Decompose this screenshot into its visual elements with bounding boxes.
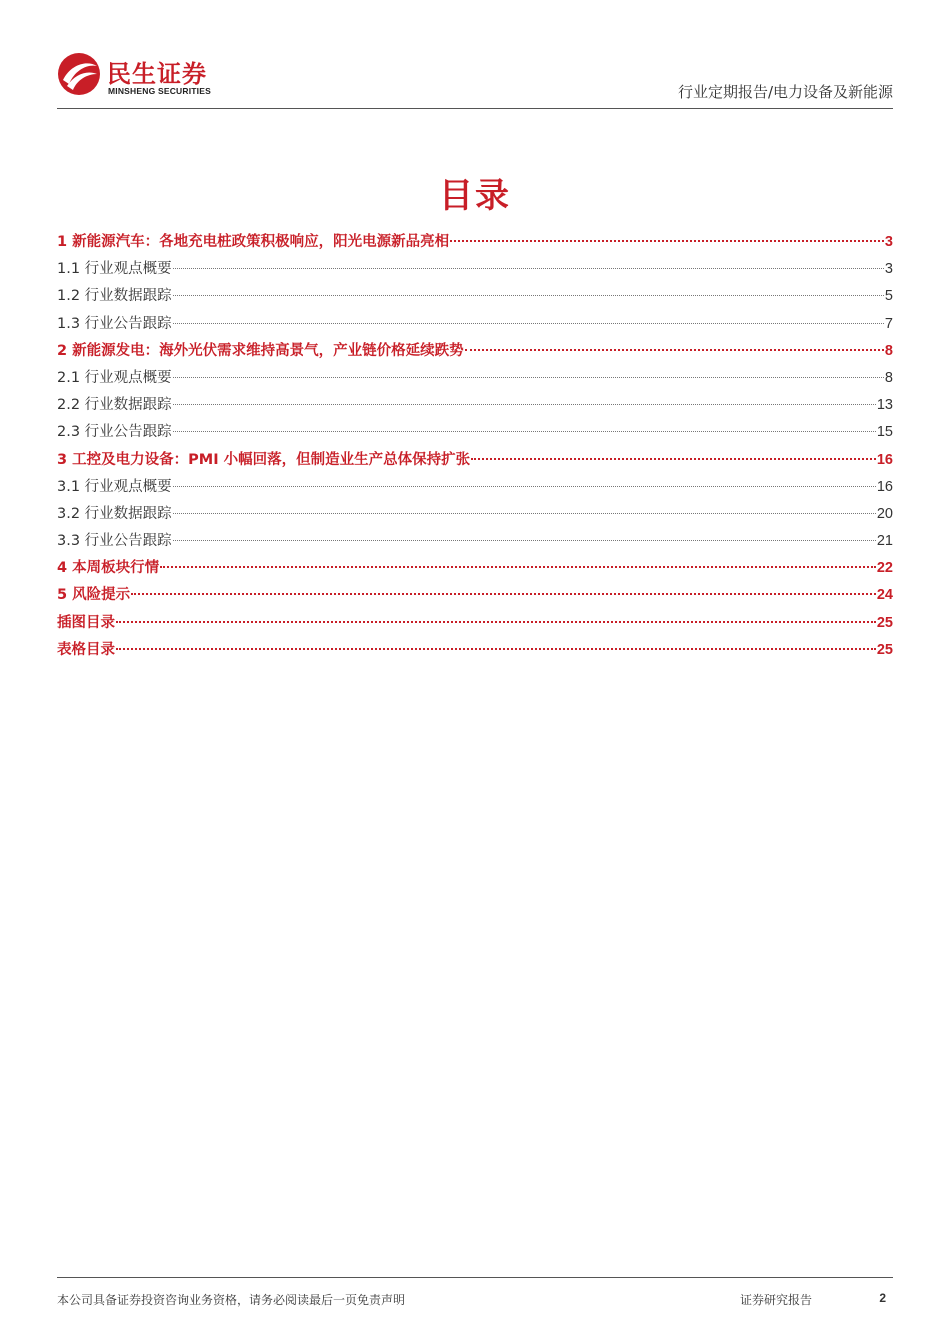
toc-entry-label: 3.1 行业观点概要 [57,478,172,495]
toc-entry-label: 2.3 行业公告跟踪 [57,424,172,441]
footer-divider [57,1277,893,1278]
toc-entry[interactable] [57,447,893,474]
toc-entry[interactable] [57,528,893,555]
toc-dot-leader [173,267,884,269]
toc-dot-leader [173,485,876,487]
toc-dot-leader [131,592,876,595]
toc-entry-label: 表格目录 [57,641,115,658]
toc-entry-page: 25 [876,641,893,658]
toc-entry-page: 8 [884,342,893,359]
toc-entry[interactable] [57,555,893,582]
toc-dot-leader [173,512,876,514]
toc-entry-page: 3 [884,234,893,250]
toc-entry[interactable] [57,229,893,256]
toc-entry-page: 7 [884,315,893,332]
toc-entry-label: 1.1 行业观点概要 [57,261,172,278]
toc-entry[interactable] [57,474,893,501]
toc-entry[interactable] [57,637,893,664]
toc-dot-leader [450,239,884,242]
toc-entry[interactable] [57,501,893,528]
toc-dot-leader [173,294,884,296]
toc-entry-label: 1 新能源汽车：各地充电桩政策积极响应，阳光电源新品亮相 [57,234,450,250]
toc-entry-page: 3 [884,261,893,278]
toc-entry[interactable] [57,256,893,283]
toc-dot-leader [173,539,876,541]
toc-entry[interactable] [57,338,893,365]
logo-chinese-name: 民生证券 [107,60,207,88]
toc-entry-page: 24 [876,587,893,604]
table-of-contents [57,229,893,664]
toc-entry-label: 插图目录 [57,614,115,631]
minsheng-logo-icon [57,52,101,96]
toc-entry-label: 1.3 行业公告跟踪 [57,315,172,332]
toc-dot-leader [173,430,876,432]
report-category: 行业定期报告/电力设备及新能源 [677,83,893,101]
toc-dot-leader [160,565,876,568]
toc-entry-label: 2.1 行业观点概要 [57,369,172,386]
toc-entry[interactable] [57,392,893,419]
toc-entry-page: 13 [876,397,893,414]
toc-entry-page: 16 [876,451,893,468]
toc-entry-page: 15 [876,424,893,441]
toc-entry[interactable] [57,283,893,310]
toc-entry[interactable] [57,365,893,392]
page-header [57,52,893,108]
toc-dot-leader [173,376,884,378]
toc-entry-label: 2.2 行业数据跟踪 [57,397,172,414]
header-divider [57,108,893,109]
toc-entry[interactable] [57,582,893,609]
toc-entry-label: 4 本周板块行情 [57,560,160,577]
toc-dot-leader [116,620,876,623]
toc-entry-page: 25 [876,614,893,631]
toc-entry-label: 1.2 行业数据跟踪 [57,288,172,305]
toc-entry-page: 21 [876,533,893,550]
logo-english-name: MINSHENG SECURITIES [108,86,211,96]
toc-entry-label: 5 风险提示 [57,587,131,604]
toc-entry-page: 16 [876,478,893,495]
toc-entry[interactable] [57,419,893,446]
toc-entry-page: 5 [884,288,893,305]
toc-entry-label: 3 工控及电力设备：PMI 小幅回落，但制造业生产总体保持扩张 [57,451,471,468]
toc-dot-leader [116,647,876,650]
toc-entry-page: 8 [884,369,893,386]
toc-dot-leader [173,322,884,324]
toc-dot-leader [465,348,884,351]
page-number: 2 [879,1291,886,1305]
toc-entry-page: 22 [876,560,893,577]
toc-entry[interactable] [57,610,893,637]
toc-title: 目录 [439,176,511,216]
company-logo [57,52,247,102]
toc-entry-label: 3.2 行业数据跟踪 [57,505,172,522]
toc-entry-label: 2 新能源发电：海外光伏需求维持高景气，产业链价格延续跌势 [57,342,464,359]
footer-disclaimer: 本公司具备证券投资咨询业务资格，请务必阅读最后一页免责声明 [57,1293,406,1307]
toc-entry[interactable] [57,311,893,338]
toc-dot-leader [173,403,876,405]
footer-report-type: 证券研究报告 [740,1293,813,1307]
toc-entry-page: 20 [876,505,893,522]
toc-dot-leader [471,457,876,460]
toc-entry-label: 3.3 行业公告跟踪 [57,533,172,550]
